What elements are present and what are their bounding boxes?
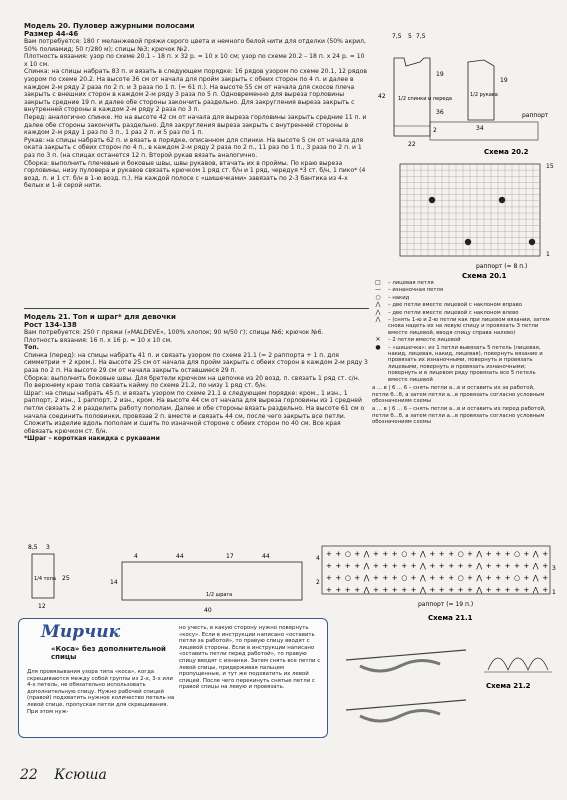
legend-item <box>372 280 552 286</box>
page-footer <box>20 767 107 783</box>
model20-assembly: Сборка: выполнить плечевые и боковые швы, швы рукавов, втачать их в проймы. По краю выреза горловины, низу пуловера и рукавов связать крючком 1 ряд ст. б/н и 1 ряд, чередуя *3 ст. б/н, 1 пико* (4 возд. п. и 1 ст. б/н в 1-ю возд. п.). На каждой полосе с «шишечками» завязать по 2-3 бантика из 4-х белых и 1-й серой нити. <box>24 159 366 190</box>
stitch-symbol-icon: + <box>410 586 417 594</box>
piece-label: 1/2 спинки и переда <box>398 96 452 102</box>
scheme-21-1-row: 2 <box>316 579 320 586</box>
scheme-20-1-title: Схема 20.1 <box>462 272 507 280</box>
shrug-side: 14 <box>110 579 118 586</box>
magazine-name: Ксюша <box>54 767 107 783</box>
pullover-diagrams <box>372 18 560 280</box>
legend-text: – две петли вместе лицевой с наклоном влево <box>388 309 519 316</box>
stitch-symbol-icon: + <box>373 562 379 570</box>
stitch-symbol-icon: + <box>401 586 408 594</box>
stitch-symbol-icon: + <box>344 586 351 594</box>
stitch-symbol-icon: ○ <box>457 574 464 582</box>
shrug-seg: 4 <box>134 553 138 560</box>
shrug-dim-top: 8,5 <box>28 544 38 551</box>
model21-top-label: Топ. <box>24 344 39 352</box>
shrug-dim-top: 3 <box>46 544 50 551</box>
stitch-symbol-icon: ⋀ <box>363 574 370 582</box>
needle-icon <box>346 700 466 710</box>
stitch-symbol-icon: + <box>335 574 342 582</box>
stitch-symbol-icon: ○ <box>457 550 464 558</box>
stitch-symbol-icon: + <box>504 550 511 558</box>
shrug-bottom: 40 <box>204 607 212 614</box>
tip-box <box>18 618 328 738</box>
model21-front: Спинка (перед): на спицы набрать 41 п. и связать узором по схеме 21.1 (= 2 раппорта + 1 п. для симметрии + 2 кром.). На высоте 25 см от начала для пройм закрыть с обеих сторон в каждом 2-м ряду 3 раза по 2 п. На высоте 29 см от начала закрыть оставшиеся 29 п. <box>24 351 368 374</box>
stitch-symbol-icon: + <box>335 562 342 570</box>
model20-back: Спинка: на спицы набрать 83 п. и вязать в следующем порядке: 16 рядов узором по схеме 20.1, 12 рядов узором по схеме 20.2. На высоте 36 см от начала для пройм закрыть с обеих сторон по 4 п. и далее в каждом 2-м ряду 2 раза по 2 п. и 3 раза по 1 п. (= 61 п.). На высоте 55 см от начала для скосов плеча закрыть с внешних сторон в каждом 2-м ряду 3 раза по 5 п. Одновременно для выреза горловины закрыть средние 19 п. и далее обе стороны закончить раздельно. Для закругления выреза закрыть с внутренней стороны в каждом 2-м ряду 2 раза по 3 п. <box>24 68 367 114</box>
stitch-symbol-icon: + <box>410 550 417 558</box>
stitch-symbol-icon: + <box>438 574 445 582</box>
page-number: 22 <box>20 767 38 783</box>
dim-top-2: 5 <box>408 33 412 40</box>
model20-front: Перед: аналогично спинке. Но на высоте 42 см от начала для выреза горловины закрыть средние 11 п. и далее обе стороны закончить раздельно. Для закругления выреза закрыть с внутренней стороны в каждом 2-м ряду 1 раз по 3 п., 1 раз 2 п. и 5 раз по 1 п. <box>24 113 367 137</box>
scheme-21-1-title: Схема 21.1 <box>428 614 473 622</box>
stitch-symbol-icon: + <box>354 550 361 558</box>
scheme-21-1-row: 1 <box>552 589 556 596</box>
stitch-symbol-icon: + <box>438 586 445 594</box>
stitch-symbol-icon: + <box>373 550 379 558</box>
stitch-symbol-icon: + <box>542 550 549 558</box>
shrug-seg: 44 <box>176 553 184 560</box>
model21-shrug: Шраг: на спицы набрать 45 п. и вязать узором по схеме 21.1 в следующем порядке: кром., 1 изн., 1 раппорт, 2 изн., 1 раппорт, 2 изн., кром. На высоте 44 см от начала для выреза горловины из 1 средней петли связать 2 и разделить работу пополам. Далее и обе стороны вязать раздельно. На высоте 61 см о начала соединить половинки, провязав 2 п. вместе и связать 44 см, после чего закрыть все петли. Сложить изделие вдоль пополам и сшить по изначной стороне с обеих сторон по 40 см. Все края обвязать крючком ст. б/н. <box>24 389 365 435</box>
model21-footnote: *Шраг – короткая накидка с рукавами <box>24 435 160 443</box>
legend-symbol-icon: ⋀ <box>375 308 381 316</box>
bobble-mark <box>465 239 471 245</box>
stitch-symbol-icon: + <box>485 574 492 582</box>
stitch-symbol-icon: ⋀ <box>476 586 483 594</box>
legend-symbol-icon: ✕ <box>375 336 381 344</box>
shrug-dim-left: 25 <box>62 575 70 582</box>
shrug-seg: 17 <box>226 553 234 560</box>
scheme-20-2-rapport: раппорт <box>522 112 549 119</box>
legend-text: – изнаночная петля <box>388 287 444 294</box>
sleeve-dim-a: 19 <box>500 77 508 84</box>
stitch-symbol-icon: + <box>326 586 332 594</box>
edging-arcs <box>488 658 548 670</box>
stitch-symbol-icon: + <box>391 586 398 594</box>
cross-legend-1: а ... в | 6 ... 6 – снять петли а...в и оставить их за работой, петли б...б, а затем петли а...в провязать согласно условным обозначениям схемы <box>372 385 545 404</box>
legend-text: – лицевая петля <box>388 280 434 286</box>
stitch-symbol-icon: + <box>448 550 455 558</box>
scheme-20-1-rapport: раппорт (= 8 п.) <box>476 263 528 270</box>
stitch-symbol-icon: + <box>457 562 464 570</box>
stitch-symbol-icon: ⋀ <box>420 586 426 594</box>
stitch-symbol-icon: + <box>495 574 502 582</box>
stitch-symbol-icon: + <box>448 562 455 570</box>
stitch-symbol-icon: ○ <box>514 550 521 558</box>
scheme-21-1-row: 4 <box>316 555 320 562</box>
scheme-21-1 <box>318 540 560 630</box>
stitch-symbol-icon: + <box>335 586 342 594</box>
legend-text: – две петли вместе лицевой с наклоном вправо <box>388 302 522 309</box>
dim-left: 42 <box>378 93 386 100</box>
legend-item <box>372 345 552 383</box>
stitch-symbol-icon: + <box>523 574 530 582</box>
stitch-symbol-icon: + <box>410 574 417 582</box>
sleeve-pattern-outline <box>468 60 494 120</box>
stitch-symbol-icon: + <box>391 550 398 558</box>
symbol-legend <box>372 280 552 426</box>
stitch-loops <box>360 660 440 671</box>
stitch-symbol-icon: + <box>495 550 502 558</box>
stitch-symbol-icon: ○ <box>401 574 408 582</box>
stitch-symbol-icon: + <box>438 550 445 558</box>
legend-text: – (снять 1-ю и 2-ю петли как при лицевом вязании, затем снова надеть их на левую спицу и провязать 3 петли вместе лицевой, вводя спицу справа налево) <box>388 317 550 336</box>
scheme-20-2-grid <box>430 122 538 140</box>
bobble-mark <box>499 197 505 203</box>
stitch-symbol-icon: + <box>354 574 361 582</box>
stitch-symbol-icon: ⋀ <box>420 550 426 558</box>
stitch-symbol-icon: + <box>391 574 398 582</box>
stitch-symbol-icon: ⋀ <box>532 574 539 582</box>
stitch-symbol-icon: ○ <box>401 550 408 558</box>
stitch-symbol-icon: + <box>514 586 520 594</box>
stitch-symbol-icon: ⋀ <box>476 574 483 582</box>
tip-title: «Коса» без дополнительной спицы <box>51 645 166 661</box>
stitch-symbol-icon: + <box>504 574 511 582</box>
legend-item <box>372 317 552 336</box>
stitch-symbol-icon: + <box>429 550 436 558</box>
stitch-symbol-icon: ⋀ <box>420 574 426 582</box>
model21-size: Рост 134-138 <box>24 321 77 329</box>
bobble-mark <box>529 239 535 245</box>
legend-text: – «шишечка»: из 1 петли вывязать 5 петель (лицевая, накид, лицевая, накид, лицевая), повернуть вязание и провязать их изнаночными, повернуть и провязать лицевыми, повернуть и провязать изнаночными; повернуть и в лицевом ряду провязать все 5 петель вместе лицевой <box>388 344 543 383</box>
stitch-symbol-icon: + <box>410 562 417 570</box>
stitch-symbol-icon: + <box>448 586 455 594</box>
model20-title: Модель 20. Пуловер ажурными полосами <box>24 22 195 30</box>
legend-symbol-icon: ⋀ <box>375 301 381 309</box>
model20-sleeve: Рукав: на спицы набрать 62 п. и вязать в порядке, описанном для спинки. На высоте 5 см от начала для оката закрыть с обеих сторон по 4 п., в каждом 2-м ряду 2 раза по 2 п., 11 раз по 1 п., 3 раза по 2 п. и 1 раз по 3 п. (на спицах останется 12 п. Второй рукав вязать аналогично. <box>24 136 364 159</box>
stitch-symbol-icon: + <box>504 562 511 570</box>
shrug-dim-bottom: 12 <box>38 603 46 610</box>
stitch-symbol-icon: + <box>467 586 473 594</box>
model21-density: Плотность вязания: 16 п. х 16 р. = 10 х 10 см. <box>24 336 173 344</box>
legend-symbol-icon: ● <box>375 343 381 351</box>
stitch-symbol-icon: + <box>495 562 502 570</box>
section-divider <box>24 308 369 309</box>
stitch-loops <box>360 710 440 721</box>
model20-need: Вам потребуется: 180 г меланжевой пряжи серого цвета и немного белой нити для отделки (50% акрил, 50% полиамид; 50 г/280 м); спицы №3; крючок №2. <box>24 38 366 53</box>
tip-left-text: Для провязывания узора типа «коса», когда скрещиваются между собой группы из 2-х, 3-х или 4-х петель, не обязательно использовать дополнительную спицу. Нужно рабочей спицей (правой) подхватить нужное количество петель на левой спице, пропуская петли для скрещивания. При этом нуж- <box>27 669 175 715</box>
shrug-label: 1/2 шрага <box>206 592 233 598</box>
stitch-symbol-icon: ○ <box>344 574 351 582</box>
model20-density: Плотность вязания: узор по схеме 20.1 – 18 п. х 32 р. = 10 х 10 см; узор по схеме 20.2 – 18 п. х 24 р. = 10 х 10 см. <box>24 53 365 68</box>
dim-bottom: 22 <box>408 141 416 148</box>
stitch-symbol-icon: + <box>467 562 473 570</box>
scheme-20-2-title: Схема 20.2 <box>484 148 529 156</box>
stitch-symbol-icon: + <box>542 562 549 570</box>
stitch-symbol-icon: + <box>326 562 332 570</box>
sleeve-label: 1/2 рукава <box>470 92 498 98</box>
shrug-seg: 44 <box>262 553 270 560</box>
stitch-symbol-icon: ⋀ <box>363 586 370 594</box>
stitch-symbol-icon: + <box>523 586 530 594</box>
stitch-symbol-icon: + <box>523 562 530 570</box>
top-piece-label: 1/4 топа <box>34 576 56 582</box>
stitch-symbol-icon: + <box>504 586 511 594</box>
needle-icon <box>346 650 466 660</box>
stitch-symbol-icon: + <box>382 550 389 558</box>
stitch-symbol-icon: + <box>467 550 473 558</box>
stitch-symbol-icon: + <box>382 586 389 594</box>
model21-title: Модель 21. Топ и шраг* для девочки <box>24 313 176 321</box>
stitch-symbol-icon: + <box>326 550 332 558</box>
stitch-symbol-icon: + <box>457 586 464 594</box>
legend-item <box>372 295 552 301</box>
stitch-symbol-icon: + <box>485 550 492 558</box>
model21-assembly: Сборка: выполнить боковые швы. Для бретели крючком на цепочке из 20 возд. п. связать 1 ряд ст. с/н. По верхнему краю топа связать кайму по схеме 21.2, по низу 1 ряд ст. б/н. <box>24 374 360 390</box>
stitch-symbol-icon: + <box>382 562 389 570</box>
legend-item <box>372 287 552 293</box>
stitch-symbol-icon: ⋀ <box>532 586 539 594</box>
stitch-symbol-icon: + <box>523 550 530 558</box>
stitch-symbol-icon: + <box>373 574 379 582</box>
dim-right-a: 19 <box>436 71 444 78</box>
stitch-symbol-icon: + <box>514 562 520 570</box>
cross-legend-2: а ... в | 6 ... 6 – снять петли а...в и оставить их перед работой, петли б...б, а затем петли а...в провязать согласно условным обозначениям схемы <box>372 406 546 426</box>
dim-mid-a: 2 <box>433 127 437 134</box>
scheme-21-2-title: Схема 21.2 <box>486 682 531 690</box>
legend-symbol-icon: — <box>375 286 381 294</box>
stitch-symbol-icon: + <box>429 586 436 594</box>
stitch-symbol-icon: ⋀ <box>476 550 483 558</box>
stitch-symbol-icon: + <box>326 574 332 582</box>
scheme-21-1-row: 3 <box>552 565 556 572</box>
stitch-symbol-icon: + <box>344 562 351 570</box>
stitch-symbol-icon: ⋀ <box>363 562 370 570</box>
model20-size: Размер 44-46 <box>24 30 79 38</box>
legend-symbol-icon: ○ <box>375 293 381 301</box>
stitch-symbol-icon: + <box>438 562 445 570</box>
model20-text <box>24 22 369 190</box>
legend-text: – 2 петли вместе лицевой <box>388 337 461 344</box>
legend-item <box>372 337 552 343</box>
scheme-20-1-row-label: 15 <box>546 163 554 170</box>
scheme-20-1-row-label: 1 <box>546 251 550 258</box>
stitch-symbol-icon: + <box>467 574 473 582</box>
cable-illustration <box>340 640 472 740</box>
scheme-21-2 <box>478 640 558 700</box>
stitch-symbol-icon: + <box>354 562 361 570</box>
model21-text <box>24 313 369 443</box>
model21-need: Вам потребуется: 250 г пряжи («MALDEVE», 100% хлопок; 90 м/50 г); спицы №6; крючок №6. <box>24 329 324 336</box>
stitch-symbol-icon: ○ <box>514 574 521 582</box>
bobble-mark <box>429 197 435 203</box>
stitch-symbol-icon: + <box>542 574 549 582</box>
legend-item <box>372 310 552 316</box>
legend-item <box>372 302 552 308</box>
legend-symbol-icon: ⋀ <box>375 316 381 324</box>
stitch-symbol-icon: + <box>429 562 436 570</box>
stitch-symbol-icon: ⋀ <box>532 562 539 570</box>
stitch-symbol-icon: + <box>429 574 436 582</box>
stitch-symbol-icon: + <box>542 586 549 594</box>
stitch-symbol-icon: + <box>485 586 492 594</box>
stitch-symbol-icon: + <box>448 574 455 582</box>
stitch-symbol-icon: + <box>495 586 502 594</box>
stitch-symbol-icon: + <box>401 562 408 570</box>
sleeve-dim-bottom: 34 <box>476 125 484 132</box>
stitch-symbol-icon: + <box>485 562 492 570</box>
stitch-symbol-icon: ⋀ <box>476 562 483 570</box>
stitch-symbol-icon: + <box>391 562 398 570</box>
shrug-diagrams <box>26 540 326 618</box>
tip-brand: Мирчик <box>41 622 121 642</box>
scheme-21-1-rapport: раппорт (= 19 п.) <box>418 601 474 608</box>
dim-top-1: 7,5 <box>392 33 402 40</box>
legend-symbol-icon: □ <box>375 279 381 286</box>
dim-right-b: 36 <box>436 109 444 116</box>
tip-right-text: но учесть, в какую сторону нужно повернуть «косу». Если в инструкции написано «оставить петли за работой», то правую спицу вводят с лицевой стороны. Если в инструкции написано «оставить петли перед работой», то правую спицу вводят с изнанки. Затем снять все петли с левой спицы, придерживая пальцем пропущенные, и тут же подхватить их левой спицей. После чего перекинуть снятые петли с правой спицы на левую и провязать. <box>179 625 321 691</box>
stitch-symbol-icon: + <box>354 586 361 594</box>
stitch-symbol-icon: ⋀ <box>532 550 539 558</box>
dim-top-3: 7,5 <box>416 33 426 40</box>
stitch-symbol-icon: ⋀ <box>363 550 370 558</box>
stitch-symbol-icon: ⋀ <box>420 562 426 570</box>
stitch-symbol-icon: + <box>335 550 342 558</box>
legend-text: – накид <box>388 294 410 301</box>
stitch-symbol-icon: + <box>373 586 379 594</box>
stitch-symbol-icon: ○ <box>344 550 351 558</box>
stitch-symbol-icon: + <box>382 574 389 582</box>
